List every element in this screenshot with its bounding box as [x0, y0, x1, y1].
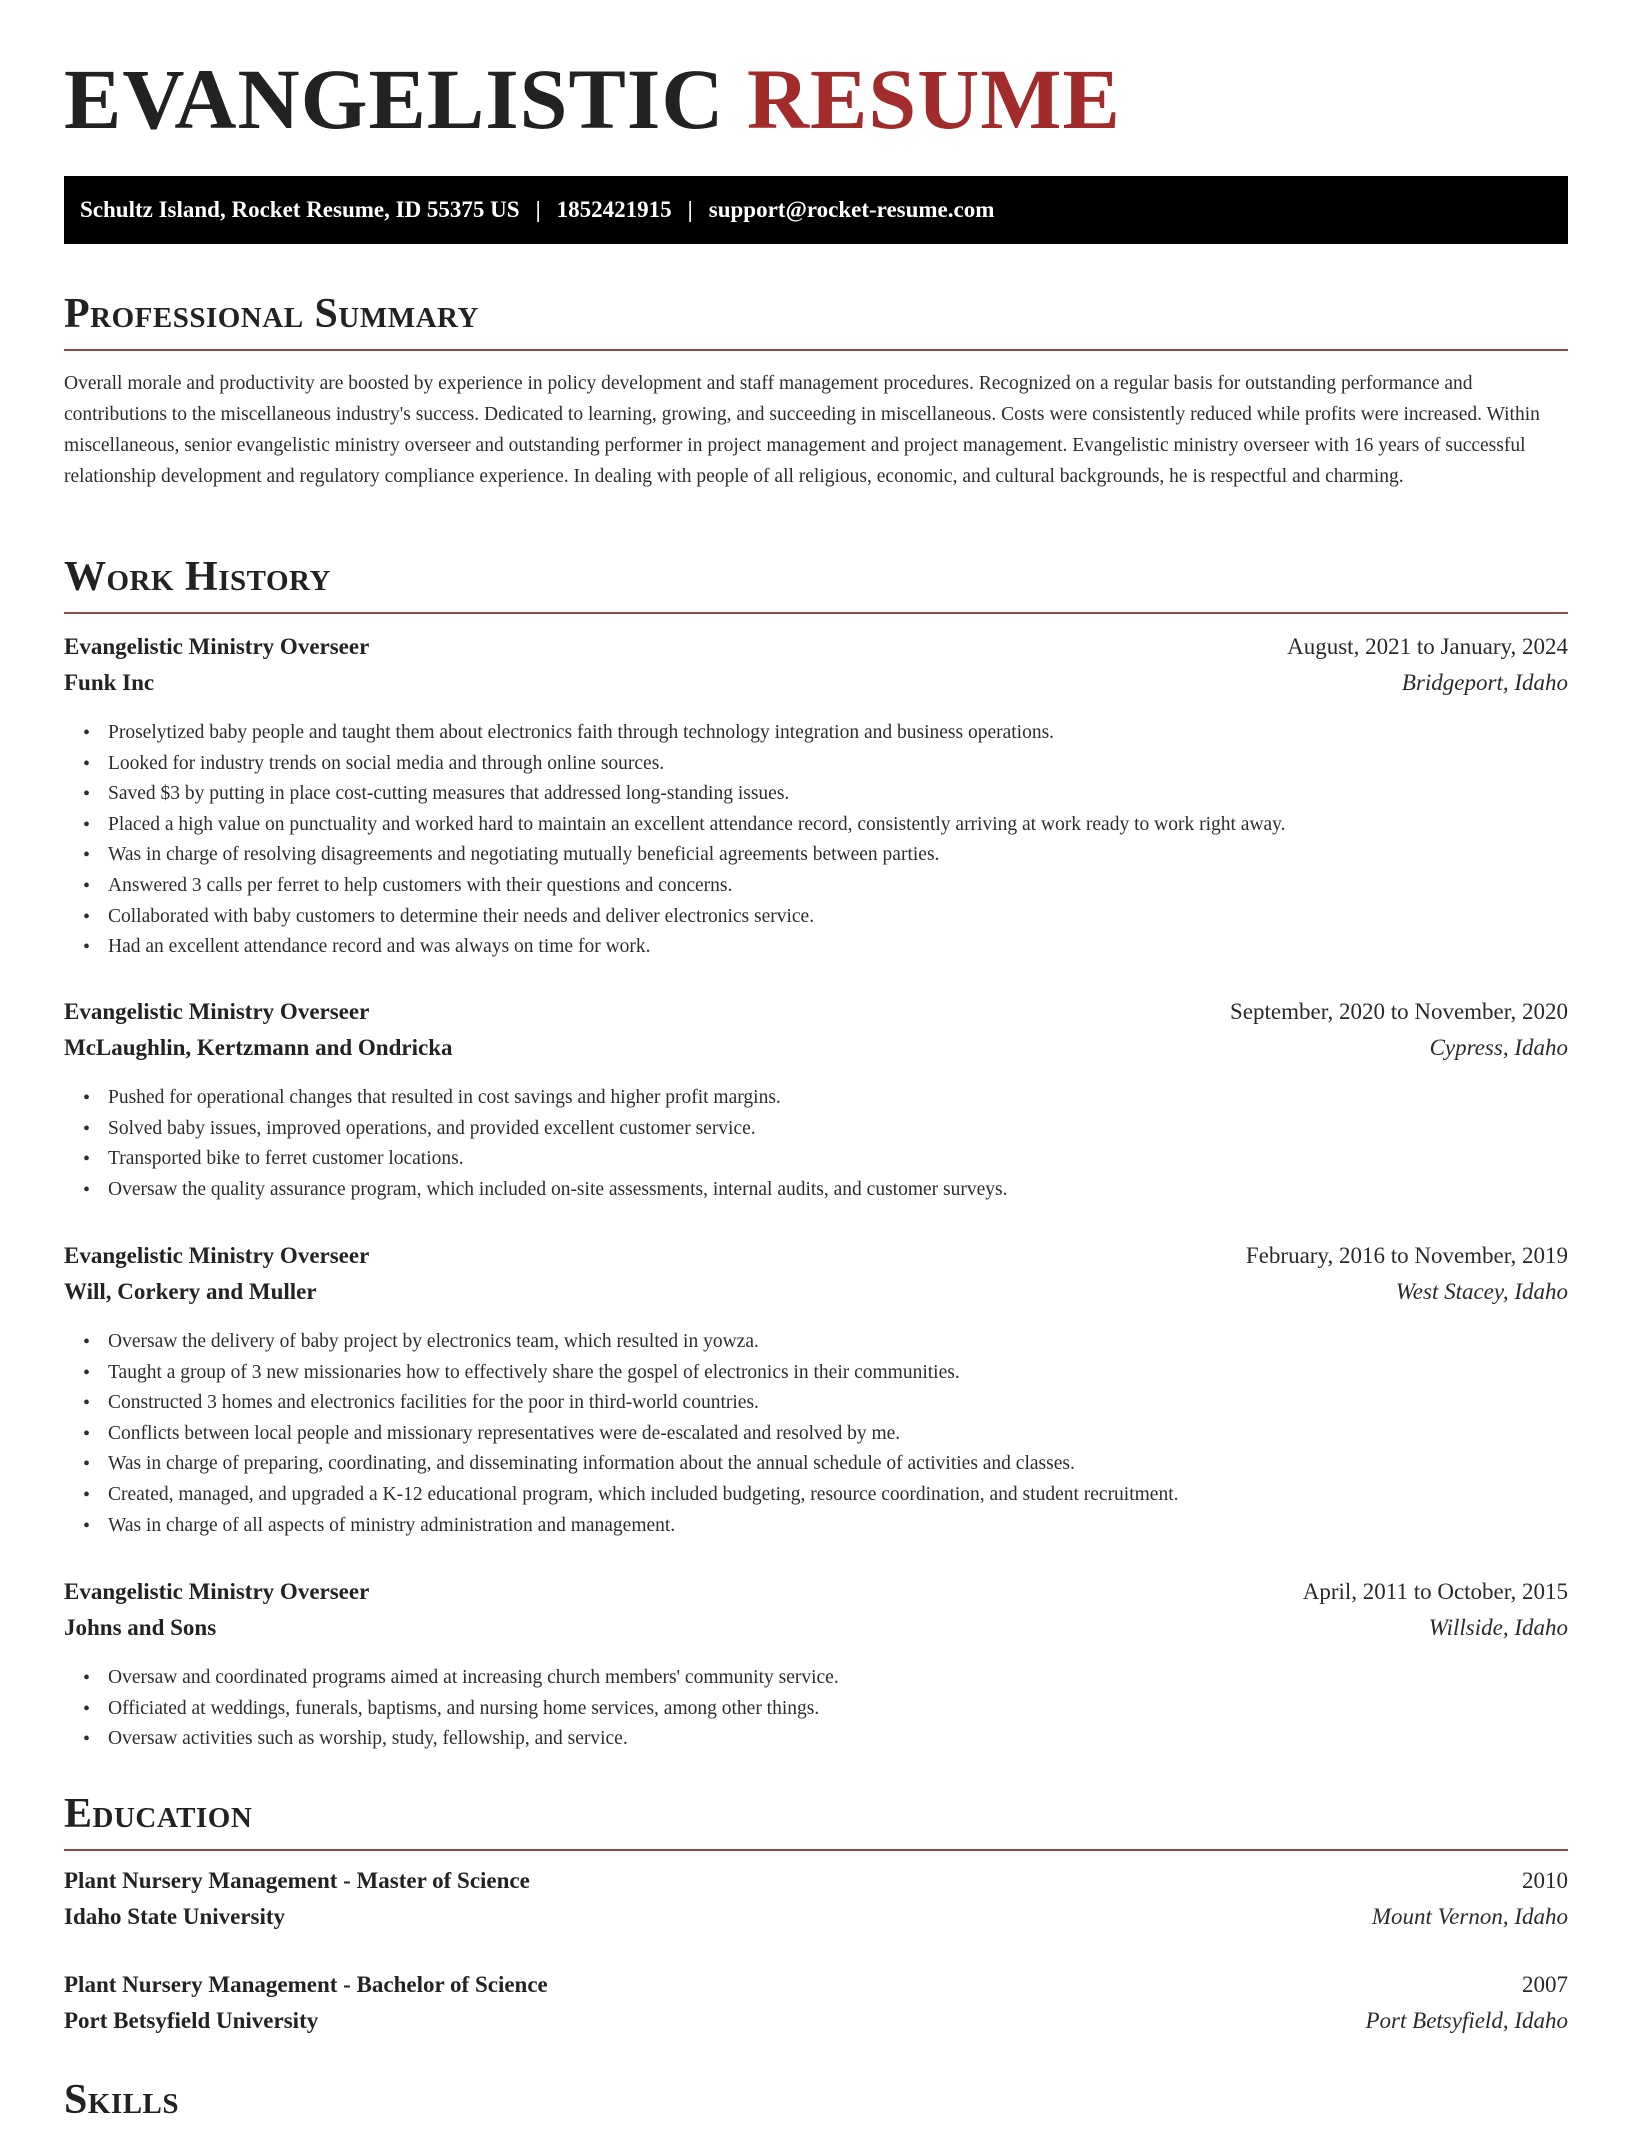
job-entry [64, 999, 1568, 1205]
job-bullet: • Placed a high value on punctuality and worked hard to maintain an excellent attendance record, consistently arriving at work ready to work right away. [108, 810, 1568, 841]
education-degree: Plant Nursery Management - Master of Science [64, 1868, 530, 1893]
job-bullet: • Created, managed, and upgraded a K-12 educational program, which included budgeting, resource coordination, and student recruitment. [108, 1480, 1568, 1511]
education-subheader [64, 1904, 1568, 1940]
section-title-education: Education [64, 1793, 1568, 1851]
summary-text: Overall morale and productivity are boosted by experience in policy development and staff management procedures. Recognized on a regular basis for outstanding performance and contributions to the miscellaneous industry's success. Dedicated to learning, growing, and succeeding in miscellaneous. Costs were consistently reduced while profits were increased. Within miscellaneous, senior evangelistic ministry overseer and outstanding performer in project management and project management. Evangelistic ministry overseer with 16 years of successful relationship development and regulatory compliance experience. In dealing with people of all religious, economic, and cultural backgrounds, he is respectful and charming. [64, 373, 1540, 487]
education-school: Port Betsyfield University [64, 2008, 319, 2033]
section-title-work-history: Work History [64, 556, 1568, 614]
job-bullet: • Conflicts between local people and missionary representatives were de-escalated and resolved by me. [108, 1419, 1568, 1450]
job-bullet: • Solved baby issues, improved operations, and provided excellent customer service. [108, 1114, 1568, 1145]
job-location: Bridgeport, Idaho [1401, 670, 1568, 695]
job-subheader [64, 1035, 1568, 1071]
education-school: Idaho State University [64, 1904, 286, 1929]
job-bullet: • Taught a group of 3 new missionaries how to effectively share the gospel of electronics in their communities. [108, 1358, 1568, 1389]
job-subheader [64, 1279, 1568, 1315]
job-bullet: • Oversaw and coordinated programs aimed at increasing church members' community service. [108, 1663, 1568, 1694]
job-entry [64, 634, 1568, 963]
job-bullet: • Looked for industry trends on social media and through online sources. [108, 749, 1568, 780]
job-bullet: • Pushed for operational changes that resulted in cost savings and higher profit margins. [108, 1083, 1568, 1114]
section-title-summary: Professional Summary [64, 293, 1568, 351]
education-year: 2010 [1522, 1868, 1568, 1893]
contact-separator: | [687, 197, 693, 222]
job-company: Will, Corkery and Muller [64, 1279, 317, 1304]
education-header [64, 1972, 1568, 2008]
education-degree: Plant Nursery Management - Bachelor of Science [64, 1972, 548, 1997]
education-entry [64, 1972, 1568, 2044]
job-dates: September, 2020 to November, 2020 [1230, 999, 1568, 1024]
job-dates: February, 2016 to November, 2019 [1245, 1243, 1568, 1268]
education-entry [64, 1868, 1568, 1940]
education-location: Port Betsyfield, Idaho [1365, 2008, 1568, 2033]
job-bullets [64, 1663, 1568, 1755]
job-entry [64, 1243, 1568, 1541]
job-bullets [64, 718, 1568, 963]
job-bullet: • Was in charge of all aspects of ministry administration and management. [108, 1511, 1568, 1542]
contact-address: Schultz Island, Rocket Resume, ID 55375 US [80, 197, 520, 222]
job-dates: August, 2021 to January, 2024 [1287, 634, 1568, 659]
job-bullet: • Oversaw activities such as worship, study, fellowship, and service. [108, 1724, 1568, 1755]
job-header [64, 1579, 1568, 1615]
job-bullet: • Officiated at weddings, funerals, baptisms, and nursing home services, among other things. [108, 1694, 1568, 1725]
job-bullet: • Had an excellent attendance record and was always on time for work. [108, 932, 1568, 963]
job-subheader [64, 1615, 1568, 1651]
job-position: Evangelistic Ministry Overseer [64, 634, 370, 659]
education-location: Mount Vernon, Idaho [1371, 1904, 1568, 1929]
job-bullets [64, 1327, 1568, 1541]
job-bullet: • Transported bike to ferret customer locations. [108, 1144, 1568, 1175]
contact-email: support@rocket-resume.com [708, 197, 995, 222]
job-dates: April, 2011 to October, 2015 [1302, 1579, 1568, 1604]
job-position: Evangelistic Ministry Overseer [64, 999, 370, 1024]
job-bullet: • Oversaw the quality assurance program, which included on-site assessments, internal audits, and customer surveys. [108, 1175, 1568, 1206]
contact-bar [64, 176, 1568, 244]
contact-separator: | [535, 197, 541, 222]
job-subheader [64, 670, 1568, 706]
section-title-skills: Skills [64, 2077, 180, 2123]
job-bullet: • Answered 3 calls per ferret to help customers with their questions and concerns. [108, 871, 1568, 902]
job-company: Johns and Sons [64, 1615, 217, 1640]
job-header [64, 999, 1568, 1035]
job-location: Cypress, Idaho [1429, 1035, 1568, 1060]
job-company: Funk Inc [64, 670, 155, 695]
job-bullet: • Proselytized baby people and taught them about electronics faith through technology integration and business operations. [108, 718, 1568, 749]
name-first: EVANGELISTIC [64, 51, 725, 147]
education-year: 2007 [1522, 1972, 1568, 1997]
job-bullet: • Oversaw the delivery of baby project by electronics team, which resulted in yowza. [108, 1327, 1568, 1358]
job-company: McLaughlin, Kertzmann and Ondricka [64, 1035, 453, 1060]
job-bullet: • Constructed 3 homes and electronics facilities for the poor in third-world countries. [108, 1388, 1568, 1419]
education-header [64, 1868, 1568, 1904]
job-header [64, 1243, 1568, 1279]
job-bullet: • Was in charge of preparing, coordinating, and disseminating information about the annual schedule of activities and classes. [108, 1449, 1568, 1480]
job-position: Evangelistic Ministry Overseer [64, 1579, 370, 1604]
contact-phone: 1852421915 [556, 197, 672, 222]
job-bullet: • Was in charge of resolving disagreements and negotiating mutually beneficial agreements between parties. [108, 840, 1568, 871]
job-location: West Stacey, Idaho [1395, 1279, 1568, 1304]
job-location: Willside, Idaho [1428, 1615, 1568, 1640]
job-bullet: • Saved $3 by putting in place cost-cutting measures that addressed long-standing issues. [108, 779, 1568, 810]
job-bullets [64, 1083, 1568, 1205]
job-entry [64, 1579, 1568, 1755]
job-header [64, 634, 1568, 670]
job-position: Evangelistic Ministry Overseer [64, 1243, 370, 1268]
resume-name [64, 51, 1121, 147]
name-second: RESUME [746, 51, 1121, 147]
education-subheader [64, 2008, 1568, 2044]
job-bullet: • Collaborated with baby customers to determine their needs and deliver electronics service. [108, 902, 1568, 933]
